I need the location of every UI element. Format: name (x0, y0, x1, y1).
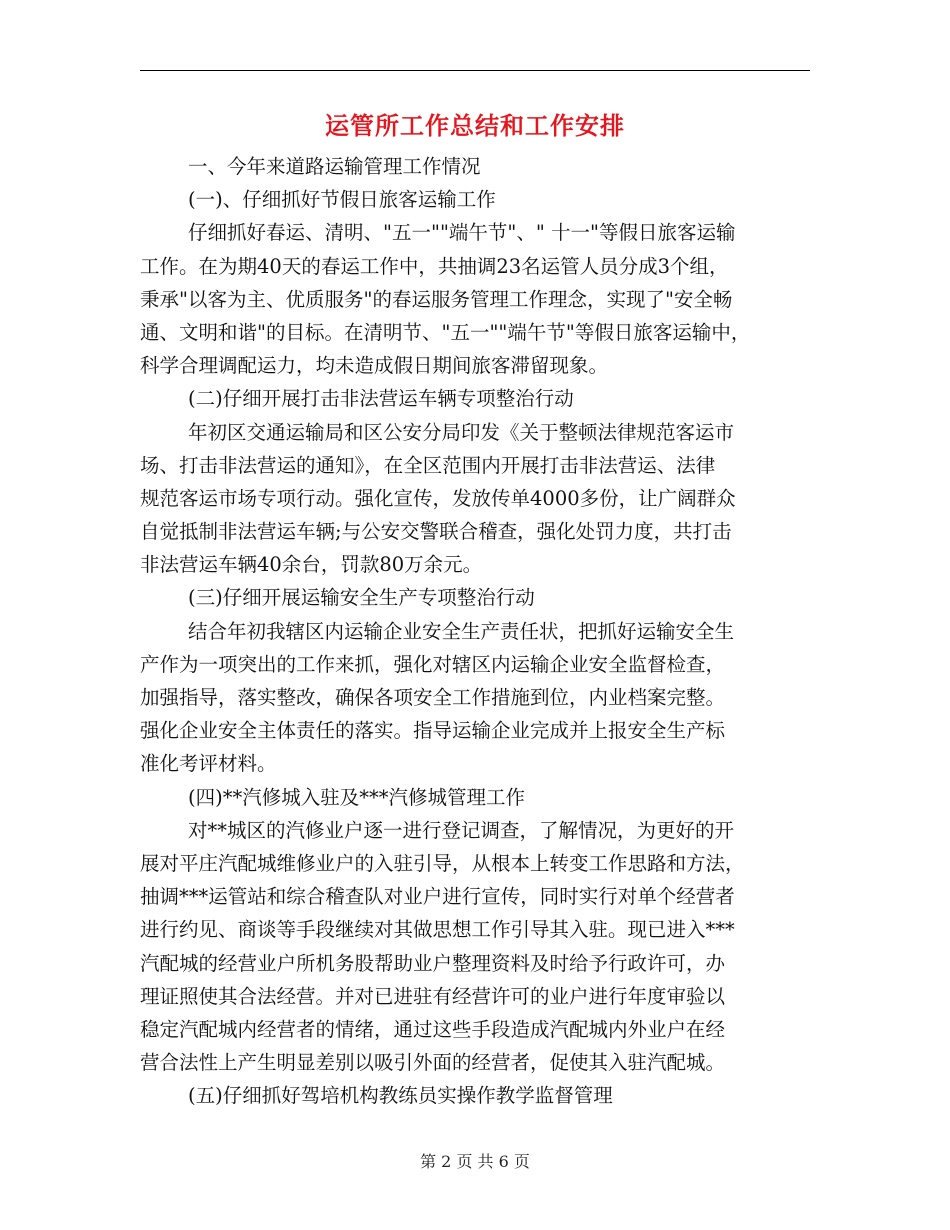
text-line: 自觉抵制非法营运车辆;与公安交警联合稽查，强化处罚力度，共打击 (140, 520, 732, 544)
text-line: 展对平庄汽配城维修业户的入驻引导，从根本上转变工作思路和方法， (140, 851, 745, 875)
text-line: 通、文明和谐"的目标。在清明节、"五一""端午节"等假日旅客运输中， (140, 320, 751, 344)
text-line: (四)**汽修城入驻及***汽修城管理工作 (188, 785, 525, 809)
text-line: 结合年初我辖区内运输企业安全生产责任状，把抓好运输安全生 (188, 619, 735, 643)
text-line: 规范客运市场专项行动。强化宣传，发放传单4000多份，让广阔群众 (140, 486, 736, 510)
text-line: 场、打击非法营运的通知》，在全区范围内开展打击非法营运、法律 (140, 453, 716, 477)
text-line: 秉承"以客为主、优质服务"的春运服务管理工作理念，实现了"安全畅 (140, 287, 733, 311)
text-line: 科学合理调配运力，均未造成假日期间旅客滞留现象。 (140, 354, 609, 378)
page-number-footer: 第 2 页 共 6 页 (420, 1152, 530, 1171)
text-line: 非法营运车辆40余台，罚款80万余元。 (140, 553, 483, 577)
text-line: 年初区交通运输局和区公安分局印发《关于整顿法律规范客运市 (188, 420, 735, 444)
text-line: 强化企业安全主体责任的落实。指导运输企业完成并上报安全生产标 (140, 719, 726, 743)
text-line: 产作为一项突出的工作来抓，强化对辖区内运输企业安全监督检查， (140, 652, 726, 676)
text-line: 理证照使其合法经营。并对已进驻有经营许可的业户进行年度审验以 (140, 984, 726, 1008)
text-line: 一、今年来道路运输管理工作情况 (188, 155, 481, 178)
text-line: (二)仔细开展打击非法营运车辆专项整治行动 (188, 387, 574, 411)
header-rule (140, 70, 810, 71)
text-line: (三)仔细开展运输安全生产专项整治行动 (188, 586, 535, 610)
text-line: 汽配城的经营业户所机务股帮助业户整理资料及时给予行政许可，办 (140, 951, 726, 975)
text-line: 仔细抓好春运、清明、"五一""端午节"、" 十一"等假日旅客运输 (188, 221, 736, 245)
document-body (140, 150, 810, 1112)
text-line: 抽调***运管站和综合稽查队对业户进行宣传，同时实行对单个经营者 (140, 885, 735, 909)
text-line: 准化考评材料。 (140, 752, 277, 776)
text-line: (五)仔细抓好驾培机构教练员实操作教学监督管理 (188, 1084, 613, 1108)
text-line: 稳定汽配城内经营者的情绪，通过这些手段造成汽配城内外业户在经 (140, 1017, 726, 1041)
document-title: 运管所工作总结和工作安排 (325, 111, 625, 140)
text-line: 营合法性上产生明显差别以吸引外面的经营者，促使其入驻汽配城。 (140, 1051, 726, 1075)
text-line: 进行约见、商谈等手段继续对其做思想工作引导其入驻。现已进入*** (140, 918, 735, 942)
text-line: 对**城区的汽修业户逐一进行登记调查，了解情况，为更好的开 (188, 818, 735, 842)
text-line: 加强指导，落实整改，确保各项安全工作措施到位，内业档案完整。 (140, 686, 726, 709)
text-line: (一)、仔细抓好节假日旅客运输工作 (188, 188, 496, 212)
text-line: 工作。在为期40天的春运工作中，共抽调23名运管人员分成3个组， (140, 254, 729, 278)
